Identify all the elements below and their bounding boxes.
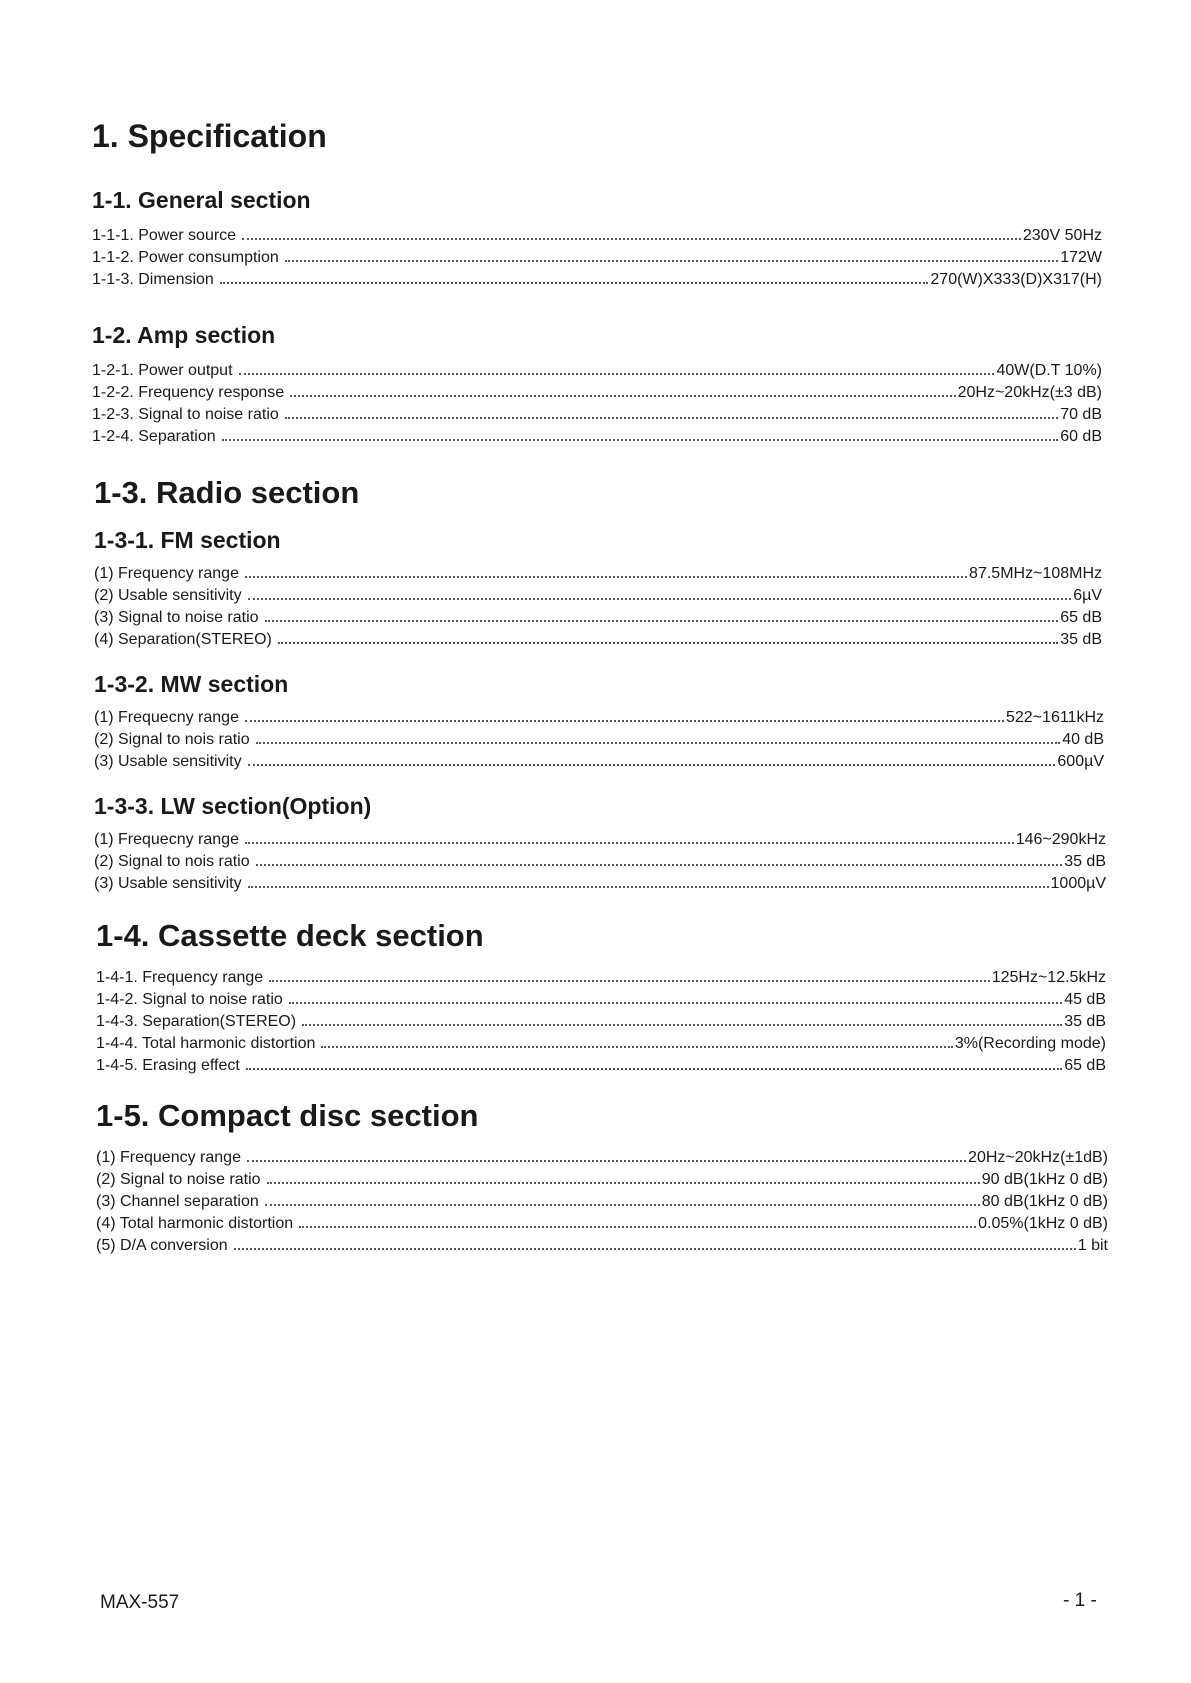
cassette-section-heading: 1-4. Cassette deck section — [96, 918, 484, 953]
spec-label: 1-1-1. Power source — [92, 227, 237, 244]
dot-leader — [285, 417, 1058, 419]
spec-row — [96, 1034, 1106, 1054]
spec-label: 1-2-1. Power output — [92, 362, 233, 379]
spec-label: (2) Signal to noise ratio — [96, 1171, 261, 1188]
spec-label: 1-2-2. Frequency response — [92, 384, 285, 401]
spec-label: 1-4-4. Total harmonic distortion — [96, 1035, 316, 1052]
dot-leader — [267, 1182, 980, 1184]
spec-value: 125Hz~12.5kHz — [991, 969, 1106, 986]
spec-value: 40 dB — [1062, 731, 1104, 748]
spec-label: 1-2-4. Separation — [92, 428, 216, 445]
spec-value: 172W — [1060, 249, 1102, 266]
spec-label: (2) Signal to nois ratio — [94, 853, 250, 870]
spec-value: 35 dB — [1060, 631, 1102, 648]
dot-leader — [278, 642, 1058, 644]
spec-row — [96, 1148, 1108, 1168]
dot-leader — [302, 1024, 1062, 1026]
spec-value: 6µV — [1073, 587, 1102, 604]
dot-leader — [245, 576, 967, 578]
spec-label: (3) Usable sensitivity — [94, 753, 242, 770]
spec-label: (1) Frequecny range — [94, 709, 239, 726]
dot-leader — [248, 764, 1056, 766]
cd-section-heading: 1-5. Compact disc section — [96, 1098, 479, 1133]
spec-label: (1) Frequecny range — [94, 831, 239, 848]
spec-label: (5) D/A conversion — [96, 1237, 228, 1254]
spec-row — [92, 383, 1102, 403]
dot-leader — [234, 1248, 1076, 1250]
spec-label: 1-1-3. Dimension — [92, 271, 214, 288]
spec-row — [94, 630, 1102, 650]
spec-label: (3) Usable sensitivity — [94, 875, 242, 892]
spec-value: 146~290kHz — [1015, 831, 1106, 848]
spec-label: (4) Total harmonic distortion — [96, 1215, 294, 1232]
spec-value: 35 dB — [1064, 1013, 1106, 1030]
spec-value: 65 dB — [1060, 609, 1102, 626]
spec-label: 1-1-2. Power consumption — [92, 249, 279, 266]
dot-leader — [222, 439, 1059, 441]
spec-value: 35 dB — [1064, 853, 1106, 870]
dot-leader — [245, 720, 1004, 722]
spec-value: 70 dB — [1060, 406, 1102, 423]
fm-section-heading: 1-3-1. FM section — [94, 527, 281, 553]
spec-value: 522~1611kHz — [1006, 709, 1104, 726]
dot-leader — [242, 238, 1021, 240]
spec-row — [96, 1012, 1106, 1032]
amp-section-heading: 1-2. Amp section — [92, 322, 276, 348]
general-section-heading: 1-1. General section — [92, 187, 311, 213]
spec-label: (3) Signal to noise ratio — [94, 609, 259, 626]
spec-value: 20Hz~20kHz(±3 dB) — [957, 384, 1102, 401]
dot-leader — [265, 1204, 980, 1206]
spec-row — [94, 608, 1102, 628]
spec-row — [96, 968, 1106, 988]
radio-section-heading: 1-3. Radio section — [94, 475, 360, 510]
spec-row — [96, 1214, 1108, 1234]
spec-value: 270(W)X333(D)X317(H) — [930, 271, 1102, 288]
spec-value: 0.05%(1kHz 0 dB) — [978, 1215, 1108, 1232]
dot-leader — [265, 620, 1059, 622]
spec-row — [94, 730, 1104, 750]
dot-leader — [285, 260, 1058, 262]
spec-row — [92, 427, 1102, 447]
spec-value: 65 dB — [1064, 1057, 1106, 1074]
spec-row — [94, 830, 1106, 850]
spec-row — [96, 990, 1106, 1010]
dot-leader — [246, 1068, 1062, 1070]
mw-section-heading: 1-3-2. MW section — [94, 671, 289, 697]
spec-value: 87.5MHz~108MHz — [969, 565, 1102, 582]
spec-label: 1-4-3. Separation(STEREO) — [96, 1013, 297, 1030]
dot-leader — [220, 282, 929, 284]
dot-leader — [245, 842, 1014, 844]
spec-value: 230V 50Hz — [1022, 227, 1102, 244]
spec-row — [92, 248, 1102, 268]
dot-leader — [247, 1160, 966, 1162]
spec-value: 3%(Recording mode) — [954, 1035, 1106, 1052]
spec-value: 40W(D.T 10%) — [996, 362, 1102, 379]
spec-label: 1-2-3. Signal to noise ratio — [92, 406, 279, 423]
spec-row — [94, 564, 1102, 584]
dot-leader — [248, 886, 1049, 888]
dot-leader — [289, 1002, 1062, 1004]
spec-row — [96, 1236, 1108, 1256]
spec-row — [92, 226, 1102, 246]
page-title: 1. Specification — [92, 118, 327, 154]
spec-label: 1-4-2. Signal to noise ratio — [96, 991, 283, 1008]
spec-value: 20Hz~20kHz(±1dB) — [968, 1149, 1108, 1166]
spec-row — [94, 874, 1106, 894]
spec-row — [96, 1056, 1106, 1076]
dot-leader — [239, 373, 995, 375]
spec-row — [94, 852, 1106, 872]
spec-value: 90 dB(1kHz 0 dB) — [981, 1171, 1108, 1188]
spec-value: 60 dB — [1060, 428, 1102, 445]
page-number: - 1 - — [1063, 1590, 1097, 1611]
spec-label: (1) Frequency range — [96, 1149, 241, 1166]
lw-section-heading: 1-3-3. LW section(Option) — [94, 793, 372, 819]
spec-row — [96, 1192, 1108, 1212]
spec-label: 1-4-5. Erasing effect — [96, 1057, 240, 1074]
spec-row — [94, 752, 1104, 772]
dot-leader — [256, 742, 1061, 744]
spec-value: 600µV — [1057, 753, 1104, 770]
spec-label: (1) Frequency range — [94, 565, 239, 582]
dot-leader — [248, 598, 1072, 600]
dot-leader — [299, 1226, 976, 1228]
spec-value: 45 dB — [1064, 991, 1106, 1008]
spec-value: 1000µV — [1050, 875, 1106, 892]
spec-value: 1 bit — [1077, 1237, 1108, 1254]
spec-row — [92, 405, 1102, 425]
dot-leader — [290, 395, 955, 397]
spec-row — [94, 708, 1104, 728]
model-number: MAX-557 — [100, 1592, 180, 1613]
spec-label: (4) Separation(STEREO) — [94, 631, 272, 648]
spec-label: (3) Channel separation — [96, 1193, 259, 1210]
dot-leader — [256, 864, 1063, 866]
spec-row — [94, 586, 1102, 606]
spec-label: 1-4-1. Frequency range — [96, 969, 264, 986]
spec-row — [92, 361, 1102, 381]
spec-label: (2) Signal to nois ratio — [94, 731, 250, 748]
spec-label: (2) Usable sensitivity — [94, 587, 242, 604]
spec-row — [96, 1170, 1108, 1190]
dot-leader — [269, 980, 990, 982]
dot-leader — [321, 1046, 952, 1048]
spec-value: 80 dB(1kHz 0 dB) — [981, 1193, 1108, 1210]
spec-row — [92, 270, 1102, 290]
